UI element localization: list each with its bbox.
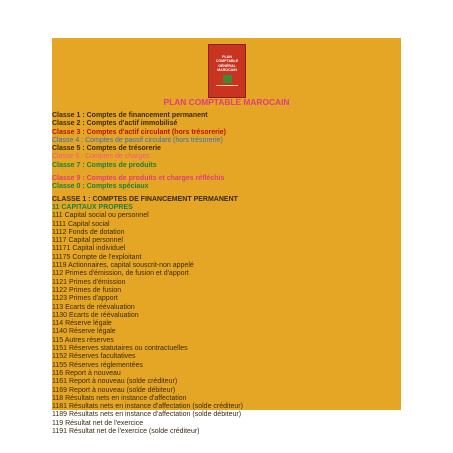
account-line: Classe 4 : Comptes de passif circulant (hors trésorerie) [52, 136, 223, 144]
account-line: 116 Report à nouveau [52, 369, 121, 377]
account-line: 1181 Résultats nets en instance d'affectation (solde créditeur) [52, 403, 243, 411]
account-line: 1117 Capital personnel [52, 237, 123, 245]
account-line: 1123 Primes d'apport [52, 295, 118, 303]
account-line: 1161 Report à nouveau (solde créditeur) [52, 378, 178, 386]
account-line: 115 Autres réserves [52, 336, 114, 344]
account-line: Classe 5 : Comptes de trésorerie [52, 145, 161, 153]
account-line: 1151 Réserves statutaires ou contractuelles [52, 345, 188, 353]
account-line: 113 Ecarts de réévaluation [52, 303, 135, 311]
account-line: Classe 7 : Comptes de produits [52, 161, 157, 169]
account-line: 1155 Réserves réglementées [52, 361, 143, 369]
account-line: Classe 0 : Comptes spéciaux [52, 183, 149, 191]
account-line: 114 Réserve légale [52, 320, 112, 328]
account-line: Classe 9 : Comptes de produits et charges réfléchis [52, 175, 225, 183]
account-line: CLASSE 1 : COMPTES DE FINANCEMENT PERMANENT [52, 195, 238, 203]
account-line: 1121 Primes d'émission [52, 278, 126, 286]
account-line: 1152 Réserves facultatives [52, 353, 136, 361]
account-line: 1122 Primes de fusion [52, 286, 122, 294]
account-line: Classe 1 : Comptes de financement permanent [52, 112, 208, 119]
account-line: 11 CAPITAUX PROPRES [52, 203, 133, 211]
cover-title: PLAN COMPTABLE GÉNÉRAL MAROCAIN [215, 55, 239, 72]
account-line: 1189 Résultats nets en instance d'affectation (solde débiteur) [52, 411, 242, 419]
account-line: 111 Capital social ou personnel [52, 212, 149, 220]
cover-logo-icon [223, 75, 232, 83]
account-line: 1111 Capital social [52, 220, 110, 228]
account-line: 112 Primes d'émission, de fusion et d'apport [52, 270, 189, 278]
account-list [52, 112, 401, 436]
account-line: Classe 2 : Comptes d'actif immobilisé [52, 120, 178, 128]
account-line: 1119 Actionnaires, capital souscrit-non appelé [52, 262, 194, 270]
account-line: Classe 6 : Comptes de charges [52, 153, 150, 161]
document-page [52, 38, 401, 435]
account-line: 1191 Résultat net de l'exercice (solde créditeur) [52, 427, 200, 435]
account-line: 119 Résultat net de l'exercice [52, 419, 144, 427]
account-line: 1169 Report à nouveau (solde débiteur) [52, 386, 176, 394]
account-line: 1130 Ecarts de réévaluation [52, 311, 139, 319]
account-line: 1112 Fonds de dotation [52, 228, 125, 236]
account-line: 11171 Capital individuel [52, 245, 126, 253]
book-cover-image [208, 44, 246, 98]
account-line: Classe 3 : Comptes d'actif circulant (hors trésorerie) [52, 128, 226, 136]
account-line: 1140 Réserve légale [52, 328, 116, 336]
cover-divider [216, 85, 238, 86]
account-line: 11175 Compte de l'exploitant [52, 253, 142, 261]
document-title: PLAN COMPTABLE MAROCAIN [163, 97, 290, 107]
account-line: 118 Résultats nets en instance d'affectation [52, 394, 187, 402]
